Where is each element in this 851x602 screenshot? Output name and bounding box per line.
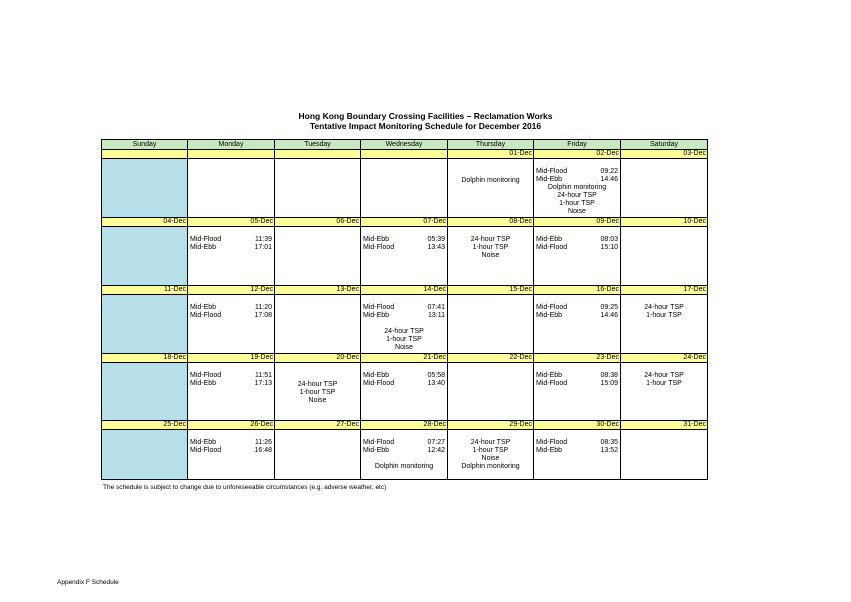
- tide-time: 16:48: [254, 447, 272, 454]
- tide-entry: [188, 380, 274, 388]
- weekday-header-tuesday: Tuesday: [275, 140, 361, 150]
- day-cell: [275, 159, 361, 218]
- date-label: 05-Dec: [188, 218, 275, 227]
- weekday-header-sunday: Sunday: [102, 140, 188, 150]
- date-label: 26-Dec: [188, 421, 275, 430]
- tide-time: 08:03: [600, 236, 618, 243]
- tide-entry: [534, 372, 620, 380]
- date-label: [275, 150, 361, 159]
- date-label: 09-Dec: [534, 218, 621, 227]
- monitoring-activity: 1-hour TSP: [472, 244, 509, 251]
- monitoring-activity: Dolphin monitoring: [461, 177, 520, 184]
- tide-time: 09:25: [600, 304, 618, 311]
- tide-phase: Mid-Ebb: [536, 236, 563, 243]
- tide-phase: Mid-Ebb: [190, 439, 217, 446]
- tide-time: 08:35: [600, 439, 618, 446]
- schedule-disclaimer: The schedule is subject to change due to unforeseeable circumstances (e.g. adverse weather, etc): [103, 484, 387, 491]
- tide-entry: [361, 304, 447, 312]
- tide-phase: Mid-Ebb: [363, 236, 390, 243]
- monitoring-activity: 24-hour TSP: [470, 236, 511, 243]
- tide-time: 15:10: [600, 244, 618, 251]
- week-body-row: [102, 430, 708, 480]
- day-cell: [534, 363, 621, 421]
- monitoring-activity: Noise: [481, 455, 500, 462]
- tide-time: 08:38: [600, 372, 618, 379]
- monitoring-activity: Dolphin monitoring: [461, 463, 520, 470]
- date-label: [102, 150, 188, 159]
- date-label: 22-Dec: [448, 354, 534, 363]
- date-label: 06-Dec: [275, 218, 361, 227]
- tide-phase: Mid-Flood: [363, 439, 395, 446]
- week-body-row: [102, 159, 708, 218]
- day-cell: [448, 430, 534, 480]
- day-cell: [188, 295, 275, 354]
- tide-entry: [361, 236, 447, 244]
- tide-phase: Mid-Ebb: [536, 312, 563, 319]
- monitoring-activity: 1-hour TSP: [646, 380, 682, 387]
- week-date-row: [102, 421, 708, 430]
- tide-time: 14:46: [600, 176, 618, 183]
- day-cell: [448, 159, 534, 218]
- monitoring-activity: Noise: [481, 252, 500, 259]
- week-date-row: [102, 218, 708, 227]
- tide-time: 17:08: [254, 312, 272, 319]
- day-cell: [102, 159, 188, 218]
- tide-phase: Mid-Ebb: [190, 244, 217, 251]
- tide-entry: [534, 168, 620, 176]
- day-cell: [448, 363, 534, 421]
- monitoring-activity: Dolphin monitoring: [547, 184, 607, 191]
- day-cell: [621, 295, 708, 354]
- day-cell: [102, 363, 188, 421]
- monitoring-activity: 1-hour TSP: [472, 447, 509, 454]
- tide-phase: Mid-Ebb: [190, 304, 217, 311]
- tide-phase: Mid-Flood: [536, 304, 568, 311]
- tide-phase: Mid-Ebb: [536, 372, 563, 379]
- tide-phase: Mid-Ebb: [363, 312, 390, 319]
- tide-entry: [188, 244, 274, 252]
- tide-entry: [534, 312, 620, 320]
- tide-time: 13:11: [428, 312, 445, 319]
- tide-phase: Mid-Ebb: [536, 447, 563, 454]
- tide-phase: Mid-Flood: [363, 304, 395, 311]
- tide-entry: [361, 244, 447, 252]
- tide-phase: Mid-Flood: [190, 447, 222, 454]
- day-cell: [102, 430, 188, 480]
- monitoring-activity: 24-hour TSP: [470, 439, 511, 446]
- date-label: 11-Dec: [102, 286, 188, 295]
- tide-time: 14:46: [600, 312, 618, 319]
- tide-time: 09:22: [600, 168, 618, 175]
- tide-entry: [361, 439, 447, 447]
- tide-phase: Mid-Flood: [536, 380, 568, 387]
- date-label: 10-Dec: [621, 218, 708, 227]
- tide-time: 11:51: [255, 372, 272, 379]
- date-label: [188, 150, 275, 159]
- tide-entry: [361, 380, 447, 388]
- weekday-header-saturday: Saturday: [621, 140, 708, 150]
- monitoring-activity: 24-hour TSP: [384, 328, 424, 335]
- tide-phase: Mid-Flood: [363, 380, 395, 387]
- tide-entry: [534, 380, 620, 388]
- week-body-row: [102, 363, 708, 421]
- weekday-header-wednesday: Wednesday: [361, 140, 448, 150]
- tide-entry: [534, 447, 620, 455]
- day-cell: [275, 363, 361, 421]
- tide-entry: [361, 447, 447, 455]
- schedule-subtitle: Tentative Impact Monitoring Schedule for December 2016: [309, 121, 542, 131]
- tide-time: 17:13: [254, 380, 272, 387]
- tide-time: 13:43: [427, 244, 445, 251]
- monitoring-activity: 1-hour TSP: [386, 336, 422, 343]
- week-body-row: [102, 227, 708, 286]
- tide-phase: Mid-Flood: [190, 312, 222, 319]
- monitoring-activity: 1-hour TSP: [299, 389, 336, 396]
- monitoring-activity: Noise: [308, 397, 327, 404]
- date-label: 29-Dec: [448, 421, 534, 430]
- day-cell: [534, 227, 621, 286]
- date-label: 04-Dec: [102, 218, 188, 227]
- date-label: 18-Dec: [102, 354, 188, 363]
- day-cell: [621, 363, 708, 421]
- week-date-row: [102, 150, 708, 159]
- day-cell: [361, 159, 448, 218]
- day-cell: [448, 295, 534, 354]
- date-label: 28-Dec: [361, 421, 448, 430]
- tide-entry: [534, 304, 620, 312]
- tide-entry: [534, 236, 620, 244]
- tide-entry: [188, 312, 274, 320]
- tide-phase: Mid-Flood: [363, 244, 395, 251]
- day-cell: [361, 227, 448, 286]
- date-label: 01-Dec: [448, 150, 534, 159]
- date-label: 07-Dec: [361, 218, 448, 227]
- tide-phase: Mid-Flood: [536, 244, 568, 251]
- date-label: 30-Dec: [534, 421, 621, 430]
- day-cell: [188, 363, 275, 421]
- monitoring-activity: Noise: [568, 208, 586, 215]
- weekday-header-row: [102, 140, 708, 150]
- date-label: 21-Dec: [361, 354, 448, 363]
- tide-entry: [188, 439, 274, 447]
- day-cell: [188, 159, 275, 218]
- tide-entry: [534, 439, 620, 447]
- monitoring-calendar: [101, 139, 708, 480]
- day-cell: [275, 227, 361, 286]
- tide-time: 11:20: [255, 304, 272, 311]
- weekday-header-friday: Friday: [534, 140, 621, 150]
- day-cell: [102, 295, 188, 354]
- day-cell: [361, 363, 448, 421]
- day-cell: [621, 227, 708, 286]
- date-label: 12-Dec: [188, 286, 275, 295]
- tide-entry: [361, 372, 447, 380]
- tide-time: 11:39: [255, 236, 272, 243]
- tide-phase: Mid-Ebb: [363, 447, 390, 454]
- date-label: 03-Dec: [621, 150, 708, 159]
- monitoring-activity: 24-hour TSP: [644, 304, 684, 311]
- tide-phase: Mid-Flood: [536, 439, 568, 446]
- tide-time: 07:41: [427, 304, 445, 311]
- tide-time: 05:58: [427, 372, 445, 379]
- day-cell: [188, 430, 275, 480]
- date-label: 23-Dec: [534, 354, 621, 363]
- day-cell: [361, 295, 448, 354]
- tide-phase: Mid-Flood: [190, 372, 222, 379]
- monitoring-activity: Noise: [395, 344, 413, 351]
- day-cell: [448, 227, 534, 286]
- tide-entry: [188, 236, 274, 244]
- tide-entry: [188, 447, 274, 455]
- tide-time: 17:01: [254, 244, 272, 251]
- tide-phase: Mid-Ebb: [190, 380, 217, 387]
- tide-phase: Mid-Flood: [190, 236, 222, 243]
- day-cell: [275, 430, 361, 480]
- date-label: 17-Dec: [621, 286, 708, 295]
- tide-time: 11:26: [255, 439, 272, 446]
- date-label: 08-Dec: [448, 218, 534, 227]
- date-label: 20-Dec: [275, 354, 361, 363]
- tide-time: 07:27: [427, 439, 445, 446]
- tide-phase: Mid-Ebb: [363, 372, 390, 379]
- weekday-header-monday: Monday: [188, 140, 275, 150]
- monitoring-activity: 1-hour TSP: [646, 312, 682, 319]
- week-date-row: [102, 286, 708, 295]
- date-label: 31-Dec: [621, 421, 708, 430]
- date-label: 14-Dec: [361, 286, 448, 295]
- monitoring-activity: 24-hour TSP: [644, 372, 684, 379]
- day-cell: [621, 430, 708, 480]
- tide-time: 13:52: [600, 447, 618, 454]
- day-cell: [534, 430, 621, 480]
- date-label: 19-Dec: [188, 354, 275, 363]
- schedule-title: Hong Kong Boundary Crossing Facilities – Reclamation Works: [298, 111, 553, 121]
- tide-time: 13:40: [427, 380, 445, 387]
- date-label: 24-Dec: [621, 354, 708, 363]
- tide-phase: Mid-Ebb: [536, 176, 563, 183]
- day-cell: [275, 295, 361, 354]
- page-footer: Appendix F Schedule: [57, 579, 119, 586]
- week-body-row: [102, 295, 708, 354]
- tide-phase: Mid-Flood: [536, 168, 568, 175]
- monitoring-activity: 24-hour TSP: [297, 381, 338, 388]
- day-cell: [102, 227, 188, 286]
- date-label: 16-Dec: [534, 286, 621, 295]
- day-cell: [534, 295, 621, 354]
- date-label: 13-Dec: [275, 286, 361, 295]
- tide-entry: [188, 304, 274, 312]
- week-date-row: [102, 354, 708, 363]
- day-cell: [361, 430, 448, 480]
- day-cell: [188, 227, 275, 286]
- tide-entry: [534, 244, 620, 252]
- date-label: 25-Dec: [102, 421, 188, 430]
- date-label: [361, 150, 448, 159]
- date-label: 27-Dec: [275, 421, 361, 430]
- weekday-header-thursday: Thursday: [448, 140, 534, 150]
- tide-time: 15:09: [600, 380, 618, 387]
- monitoring-activity: Dolphin monitoring: [374, 463, 434, 470]
- tide-time: 05:39: [427, 236, 445, 243]
- day-cell: [534, 159, 621, 218]
- monitoring-activity: 1-hour TSP: [559, 200, 595, 207]
- date-label: 15-Dec: [448, 286, 534, 295]
- tide-entry: [361, 312, 447, 320]
- tide-time: 12:42: [427, 447, 445, 454]
- date-label: 02-Dec: [534, 150, 621, 159]
- day-cell: [621, 159, 708, 218]
- monitoring-activity: 24-hour TSP: [557, 192, 597, 199]
- tide-entry: [188, 372, 274, 380]
- tide-entry: [534, 176, 620, 184]
